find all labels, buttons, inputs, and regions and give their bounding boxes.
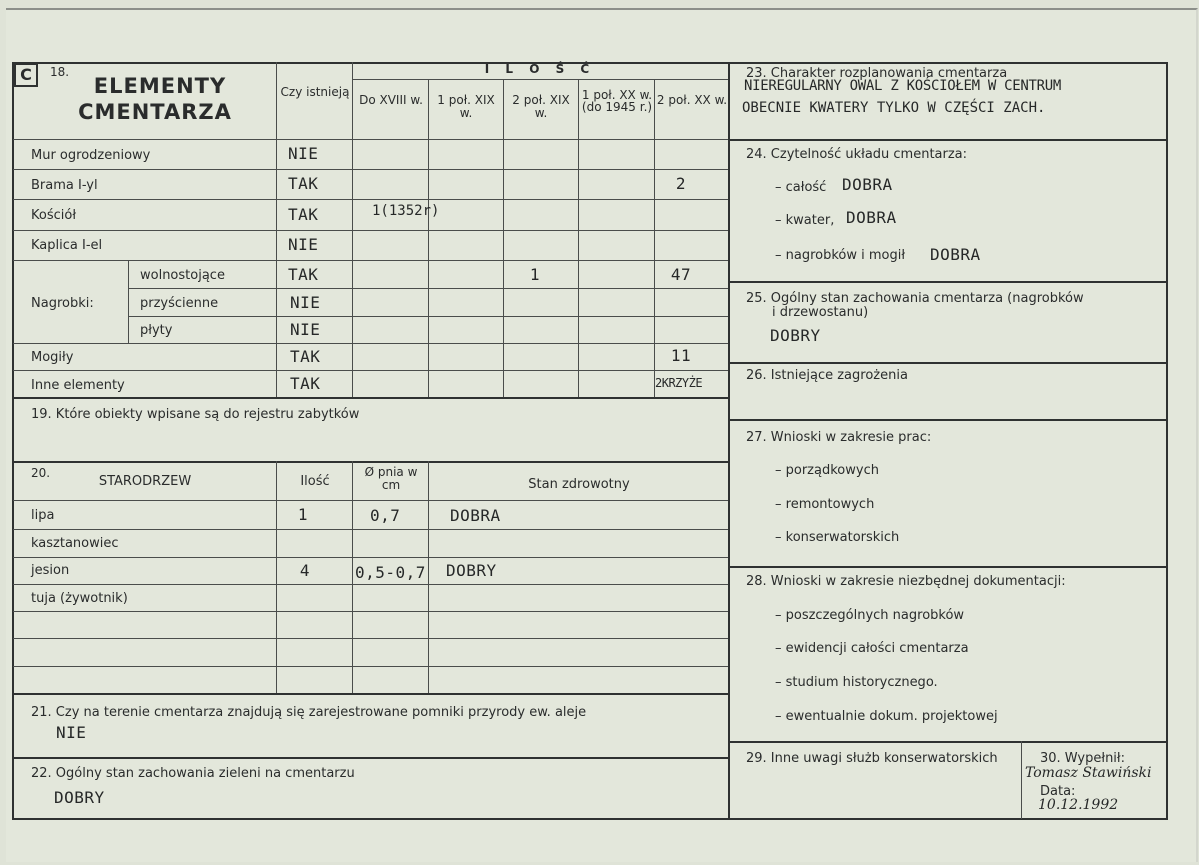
- q25-label-line1: 25. Ogólny stan zachowania cmentarza (nagrobków: [746, 291, 1084, 306]
- q24-item-kwater-value: DOBRA: [846, 208, 897, 227]
- tree-health-jesion: DOBRY: [446, 561, 497, 580]
- row-value-brama: 2: [675, 174, 687, 193]
- nagrobki-plyty-exists: NIE: [290, 320, 321, 339]
- row-exists-mur: NIE: [288, 144, 319, 163]
- q26-label: 26. Istniejące zagrożenia: [746, 368, 908, 383]
- nagrobki-wolnostojace-label: wolnostojące: [140, 268, 225, 283]
- row-label-brama: Brama I-yl: [31, 178, 98, 193]
- q22-label: 22. Ogólny stan zachowania zieleni na cmentarzu: [31, 766, 355, 781]
- q30-date-label: Data:: [1040, 784, 1076, 799]
- q22-answer: DOBRY: [54, 788, 105, 807]
- col-header-1-xix: 1 poł. XIX w.: [437, 93, 495, 120]
- row-label-kaplica: Kaplica I-el: [31, 238, 103, 253]
- q24-label: 24. Czytelność układu cmentarza:: [746, 147, 968, 162]
- inne-2xx: 2KRZYŻE: [655, 376, 703, 390]
- tree-name-jesion: jesion: [31, 563, 70, 578]
- tree-name-kasztanowiec: kasztanowiec: [31, 536, 119, 551]
- tree-qty-jesion: 4: [299, 561, 311, 580]
- section-title-line2: CMENTARZA: [78, 100, 232, 124]
- q24-item-nagrobkow-label: – nagrobków i mogił: [775, 248, 906, 263]
- czy-istnieja-header: Czy istnieją: [280, 85, 350, 99]
- section-title-line1: ELEMENTY: [93, 74, 227, 98]
- q20-number: 20.: [31, 466, 51, 480]
- trees-col-dia: Ø pnia w cm: [364, 465, 418, 492]
- col-header-xviii: Do XVIII w.: [359, 93, 423, 107]
- q24-item-calosc-label: – całość: [775, 180, 827, 195]
- q23-label: 23. Charakter rozplanowania cmentarza: [746, 66, 1008, 81]
- tree-qty-lipa: 1: [297, 505, 309, 524]
- q20-title: STARODRZEW: [98, 474, 192, 489]
- tree-dia-jesion: 0,5-0,7: [355, 563, 426, 582]
- q27-item-konserwatorskich: – konserwatorskich: [775, 530, 900, 545]
- ilosc-header: I L O Ś Ć: [484, 62, 596, 76]
- row-label-kosciol: Kościół: [31, 208, 77, 223]
- nagrobki-przyscienne-label: przyścienne: [140, 296, 219, 311]
- nagrobki-plyty-label: płyty: [140, 323, 173, 338]
- tree-name-lipa: lipa: [31, 508, 55, 523]
- q23-answer-line2: OBECNIE KWATERY TYLKO W CZĘŚCI ZACH.: [742, 100, 1046, 116]
- q24-item-nagrobkow-value: DOBRA: [930, 245, 981, 264]
- archive-card: [6, 8, 1198, 862]
- q24-item-kwater-label: – kwater,: [775, 213, 835, 228]
- nagrobki-wolnostojace-2xix: 1: [529, 265, 541, 284]
- q27-label: 27. Wnioski w zakresie prac:: [746, 430, 932, 445]
- q24-item-calosc-value: DOBRA: [842, 175, 893, 194]
- q28-item-nagrobkow: – poszczególnych nagrobków: [775, 608, 965, 623]
- col-header-1-xx: 1 poł. XX w. (do 1945 r.): [581, 88, 653, 114]
- q28-item-studium: – studium historycznego.: [775, 675, 938, 690]
- q27-item-porzadkowych: – porządkowych: [775, 463, 879, 478]
- tree-name-tuja: tuja (żywotnik): [31, 591, 128, 606]
- q21-answer: NIE: [56, 723, 87, 742]
- q23-answer-line1: NIEREGULARNY OWAL Z KOŚCIOŁEM W CENTRUM: [744, 78, 1062, 94]
- mogily-exists: TAK: [290, 347, 321, 366]
- nagrobki-label: Nagrobki:: [31, 296, 94, 311]
- tree-health-lipa: DOBRA: [450, 506, 501, 525]
- row-exists-kaplica: NIE: [288, 235, 319, 254]
- nagrobki-wolnostojace-exists: TAK: [288, 265, 319, 284]
- q30-date: 10.12.1992: [1038, 797, 1119, 813]
- tree-dia-lipa: 0,7: [370, 506, 401, 525]
- inne-exists: TAK: [290, 374, 321, 393]
- trees-col-qty: Ilość: [300, 474, 330, 489]
- q25-answer: DOBRY: [770, 326, 821, 345]
- q29-label: 29. Inne uwagi służb konserwatorskich: [746, 751, 998, 766]
- trees-col-health: Stan zdrowotny: [528, 477, 630, 492]
- row-label-mur: Mur ogrodzeniowy: [31, 148, 151, 163]
- q30-label: 30. Wypełnił:: [1040, 751, 1125, 766]
- q21-label: 21. Czy na terenie cmentarza znajdują się zarejestrowane pomniki przyrody ew. aleje: [31, 705, 587, 720]
- mogily-2xx: 11: [670, 346, 692, 365]
- nagrobki-wolnostojace-2xx: 47: [670, 265, 692, 284]
- section-letter-box: C: [14, 63, 38, 87]
- q28-label: 28. Wnioski w zakresie niezbędnej dokumentacji:: [746, 574, 1066, 589]
- signature: Tomasz Stawiński: [1025, 765, 1152, 781]
- q28-item-projektowej: – ewentualnie dokum. projektowej: [775, 709, 998, 724]
- q27-item-remontowych: – remontowych: [775, 497, 875, 512]
- nagrobki-przyscienne-exists: NIE: [290, 293, 321, 312]
- section-number: 18.: [50, 65, 70, 79]
- q25-label-line2: i drzewostanu): [772, 305, 869, 320]
- inne-label: Inne elementy: [31, 378, 125, 393]
- row-exists-kosciol: TAK: [288, 205, 319, 224]
- row-exists-brama: TAK: [288, 174, 319, 193]
- mogily-label: Mogiły: [31, 350, 74, 365]
- q19-label: 19. Które obiekty wpisane są do rejestru zabytków: [31, 407, 360, 422]
- q28-item-ewidencji: – ewidencji całości cmentarza: [775, 641, 969, 656]
- col-header-2-xx: 2 poł. XX w.: [656, 93, 728, 107]
- row-value-kosciol: 1(1352r): [372, 203, 440, 219]
- col-header-2-xix: 2 poł. XIX w.: [512, 93, 570, 120]
